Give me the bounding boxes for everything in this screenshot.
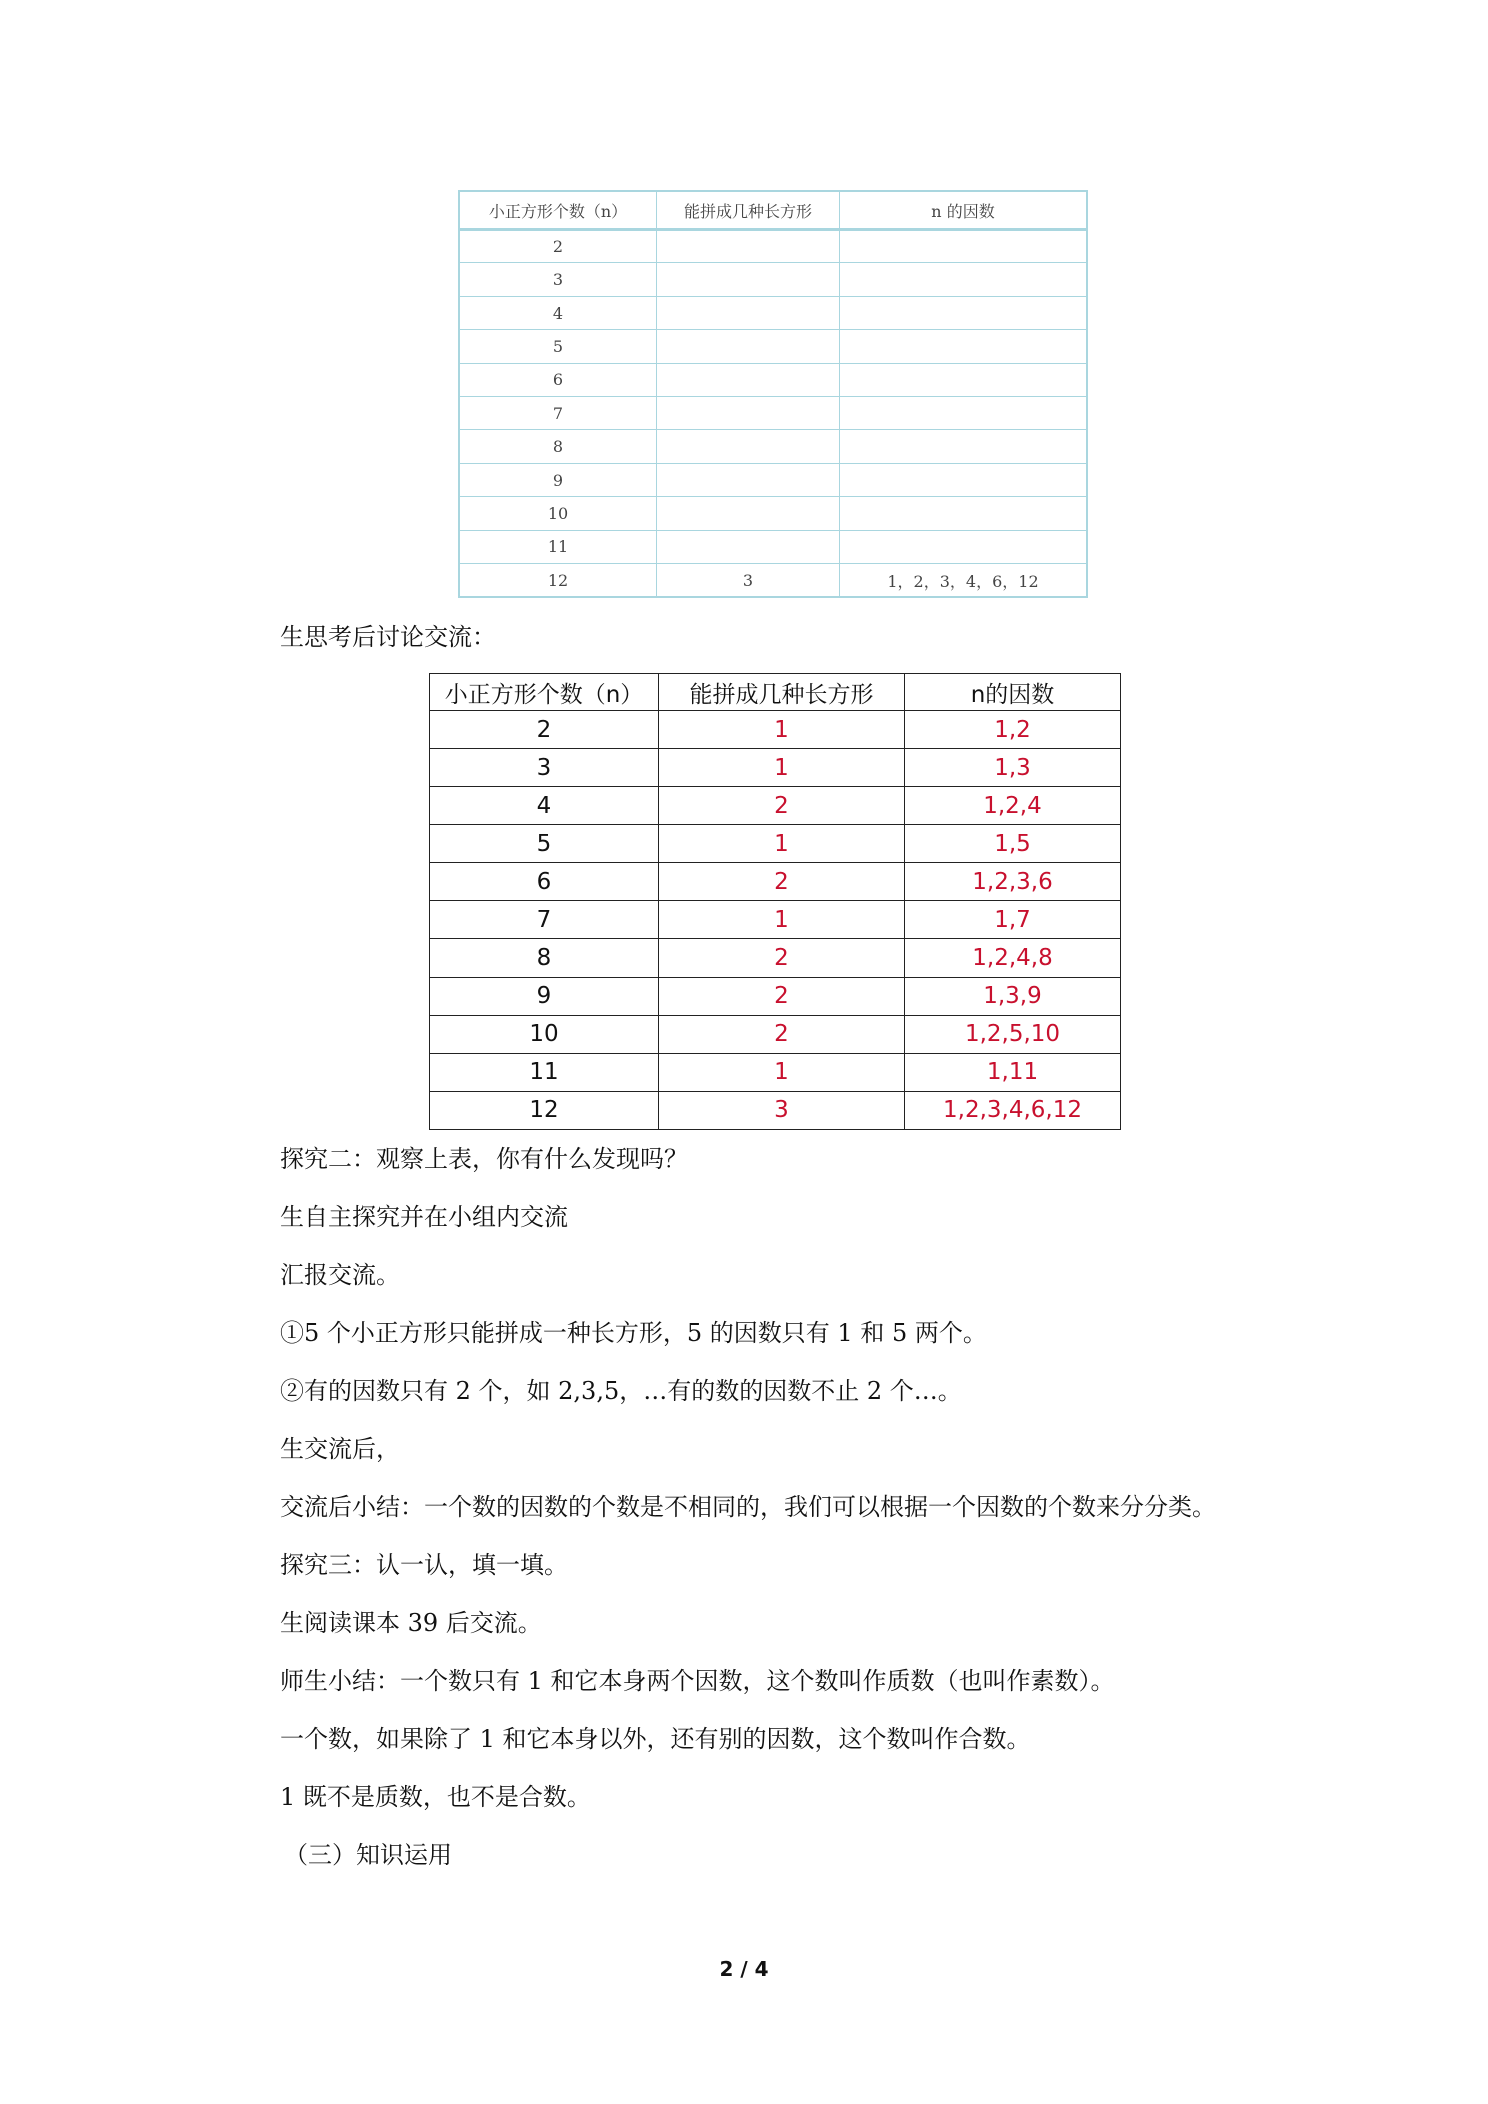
table-row [459, 230, 1087, 263]
table-row [430, 825, 1121, 863]
cell-rectangle-count [657, 363, 840, 396]
table-row [430, 749, 1121, 787]
cell-rectangle-count [657, 463, 840, 496]
cell-square-count: 4 [459, 296, 657, 329]
cell-rectangle-count: 3 [659, 1091, 905, 1129]
cell-rectangle-count: 1 [659, 1053, 905, 1091]
table-row [430, 977, 1121, 1015]
cell-rectangle-count [657, 263, 840, 296]
cell-factors: 1，2，3，4，6，12 [840, 564, 1088, 597]
cell-rectangle-count: 2 [659, 939, 905, 977]
cell-rectangle-count: 2 [659, 1015, 905, 1053]
cell-factors [840, 330, 1088, 363]
paragraph: 师生小结：一个数只有 1 和它本身两个因数，这个数叫作质数（也叫作素数）。 [280, 1667, 1115, 1695]
cell-square-count: 7 [459, 397, 657, 430]
cell-factors: 1,2,3,4,6,12 [905, 1091, 1121, 1129]
table-row [459, 463, 1087, 496]
cell-rectangle-count: 1 [659, 825, 905, 863]
cell-rectangle-count [657, 330, 840, 363]
cell-rectangle-count [657, 230, 840, 263]
cell-square-count: 2 [430, 711, 659, 749]
table-row [430, 787, 1121, 825]
table-row [430, 863, 1121, 901]
paragraph: 生阅读课本 39 后交流。 [280, 1609, 542, 1637]
table-row [430, 711, 1121, 749]
cell-square-count: 9 [459, 463, 657, 496]
cell-rectangle-count [657, 530, 840, 563]
cell-factors: 1,2 [905, 711, 1121, 749]
cell-rectangle-count [657, 397, 840, 430]
table-row [430, 1053, 1121, 1091]
cell-rectangle-count: 1 [659, 711, 905, 749]
paragraph: 交流后小结：一个数的因数的个数是不相同的，我们可以根据一个因数的个数来分分类。 [280, 1493, 1216, 1521]
paragraph: ②有的因数只有 2 个，如 2,3,5，…有的数的因数不止 2 个…。 [280, 1377, 962, 1405]
paragraph: 1 既不是质数，也不是合数。 [280, 1783, 591, 1811]
header-factors: n的因数 [905, 674, 1121, 711]
student-factor-table [429, 673, 1121, 1130]
table-row [430, 1015, 1121, 1053]
cell-factors [840, 397, 1088, 430]
cell-rectangle-count [657, 497, 840, 530]
cell-rectangle-count: 1 [659, 749, 905, 787]
cell-factors: 1,2,5,10 [905, 1015, 1121, 1053]
cell-rectangle-count: 2 [659, 863, 905, 901]
cell-square-count: 12 [459, 564, 657, 597]
cell-factors [840, 497, 1088, 530]
cell-square-count: 7 [430, 901, 659, 939]
cell-factors [840, 263, 1088, 296]
textbook-factor-table [458, 190, 1088, 598]
cell-square-count: 2 [459, 230, 657, 263]
cell-factors: 1,2,3,6 [905, 863, 1121, 901]
cell-factors [840, 530, 1088, 563]
table-row [430, 901, 1121, 939]
table-row [459, 330, 1087, 363]
header-factors: n 的因数 [840, 191, 1088, 230]
cell-square-count: 8 [430, 939, 659, 977]
cell-factors: 1,3 [905, 749, 1121, 787]
table-row [459, 564, 1087, 597]
table-row [459, 263, 1087, 296]
header-rectangle-count: 能拼成几种长方形 [659, 674, 905, 711]
paragraph: 生交流后， [280, 1435, 400, 1463]
cell-factors: 1,5 [905, 825, 1121, 863]
cell-factors: 1,3,9 [905, 977, 1121, 1015]
cell-square-count: 3 [430, 749, 659, 787]
cell-square-count: 11 [459, 530, 657, 563]
cell-rectangle-count: 1 [659, 901, 905, 939]
cell-factors: 1,11 [905, 1053, 1121, 1091]
textbook-table-body [459, 230, 1087, 598]
cell-square-count: 9 [430, 977, 659, 1015]
cell-square-count: 8 [459, 430, 657, 463]
cell-factors [840, 230, 1088, 263]
table-row [459, 363, 1087, 396]
header-rectangle-count: 能拼成几种长方形 [657, 191, 840, 230]
student-table-body [430, 711, 1121, 1130]
table-row [459, 430, 1087, 463]
cell-factors [840, 363, 1088, 396]
cell-factors: 1,2,4 [905, 787, 1121, 825]
cell-factors [840, 463, 1088, 496]
cell-factors [840, 430, 1088, 463]
paragraph: 一个数，如果除了 1 和它本身以外，还有别的因数，这个数叫作合数。 [280, 1725, 1031, 1753]
cell-rectangle-count: 2 [659, 977, 905, 1015]
cell-factors: 1,7 [905, 901, 1121, 939]
cell-square-count: 12 [430, 1091, 659, 1129]
table-row [430, 1091, 1121, 1129]
section-heading: （三）知识运用 [284, 1841, 452, 1869]
table-header-row [430, 674, 1121, 711]
cell-square-count: 6 [459, 363, 657, 396]
table-row [459, 497, 1087, 530]
cell-square-count: 10 [459, 497, 657, 530]
header-square-count: 小正方形个数（n） [459, 191, 657, 230]
cell-square-count: 5 [430, 825, 659, 863]
paragraph: 探究二：观察上表，你有什么发现吗？ [280, 1145, 688, 1173]
cell-square-count: 4 [430, 787, 659, 825]
table-row [430, 939, 1121, 977]
cell-square-count: 6 [430, 863, 659, 901]
cell-rectangle-count: 3 [657, 564, 840, 597]
table-header-row [459, 191, 1087, 230]
table-row [459, 397, 1087, 430]
header-square-count: 小正方形个数（n） [430, 674, 659, 711]
paragraph: ①5 个小正方形只能拼成一种长方形，5 的因数只有 1 和 5 两个。 [280, 1319, 987, 1347]
paragraph: 探究三：认一认，填一填。 [280, 1551, 568, 1579]
paragraph: 汇报交流。 [280, 1261, 400, 1289]
cell-rectangle-count [657, 430, 840, 463]
cell-square-count: 11 [430, 1053, 659, 1091]
student-intro: 生思考后讨论交流： [280, 623, 496, 651]
cell-square-count: 3 [459, 263, 657, 296]
cell-square-count: 5 [459, 330, 657, 363]
table-row [459, 296, 1087, 329]
cell-square-count: 10 [430, 1015, 659, 1053]
cell-rectangle-count: 2 [659, 787, 905, 825]
paragraph: 生自主探究并在小组内交流 [280, 1203, 568, 1231]
cell-rectangle-count [657, 296, 840, 329]
table-row [459, 530, 1087, 563]
cell-factors [840, 296, 1088, 329]
page-number: 2 / 4 [719, 1957, 769, 1981]
cell-factors: 1,2,4,8 [905, 939, 1121, 977]
